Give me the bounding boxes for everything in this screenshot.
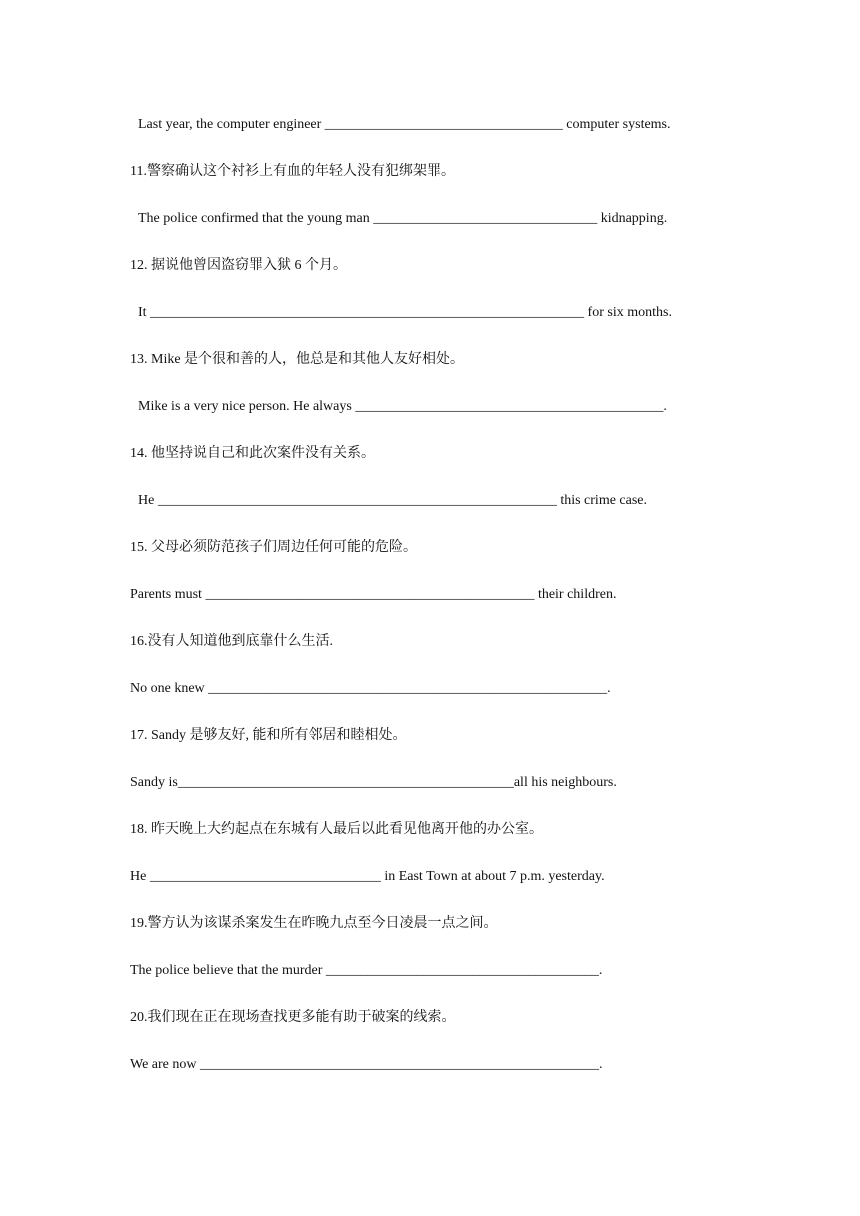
question-19-prompt: 19.警方认为该谋杀案发生在昨晚九点至今日凌晨一点之间。 xyxy=(130,916,498,931)
answer-line-19: The police believe that the murder _______________________________________. xyxy=(130,963,603,978)
answer-line-11: The police confirmed that the young man ________________________________ kidnapping. xyxy=(138,211,668,226)
answer-line-10: Last year, the computer engineer __________________________________ computer systems. xyxy=(138,117,671,132)
answer-line-17: Sandy is________________________________________________all his neighbours. xyxy=(130,775,617,790)
question-11-prompt: 11.警察确认这个衬衫上有血的年轻人没有犯绑架罪。 xyxy=(130,164,455,179)
question-20-prompt: 20.我们现在正在现场查找更多能有助于破案的线索。 xyxy=(130,1010,456,1025)
answer-line-13: Mike is a very nice person. He always ____________________________________________. xyxy=(138,399,667,414)
answer-line-20: We are now _________________________________________________________. xyxy=(130,1057,603,1072)
question-13-prompt: 13. Mike 是个很和善的人，他总是和其他人友好相处。 xyxy=(130,352,465,367)
answer-line-15: Parents must _______________________________________________ their children. xyxy=(130,587,617,602)
question-15-prompt: 15. 父母必须防范孩子们周边任何可能的危险。 xyxy=(130,540,417,555)
question-14-prompt: 14. 他坚持说自己和此次案件没有关系。 xyxy=(130,446,375,461)
question-18-prompt: 18. 昨天晚上大约起点在东城有人最后以此看见他离开他的办公室。 xyxy=(130,822,543,837)
answer-line-12: It ______________________________________________________________ for six months. xyxy=(138,305,672,320)
answer-line-14: He _________________________________________________________ this crime case. xyxy=(138,493,648,508)
question-12-prompt: 12. 据说他曾因盗窃罪入狱 6 个月。 xyxy=(130,258,347,273)
answer-line-18: He _________________________________ in East Town at about 7 p.m. yesterday. xyxy=(130,869,605,884)
question-16-prompt: 16.没有人知道他到底靠什么生活. xyxy=(130,634,333,649)
answer-line-16: No one knew _________________________________________________________. xyxy=(130,681,611,696)
question-17-prompt: 17. Sandy 是够友好, 能和所有邻居和睦相处。 xyxy=(130,728,407,743)
